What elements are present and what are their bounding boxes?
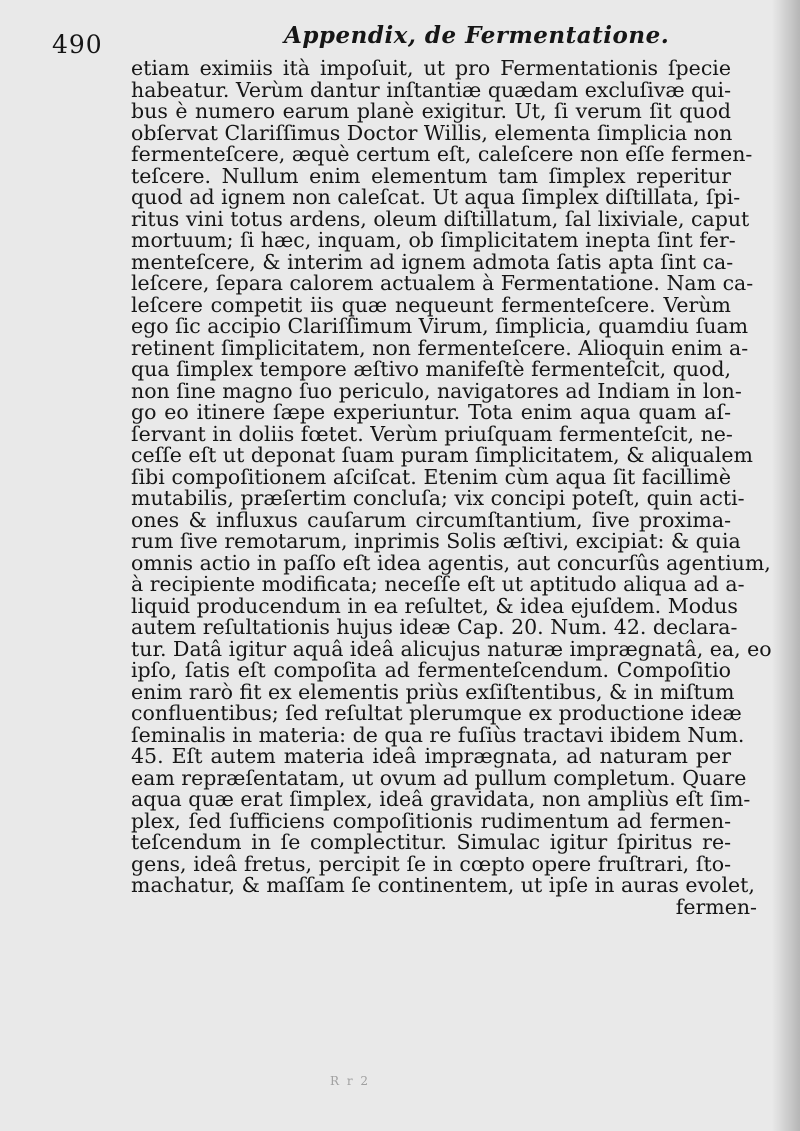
text-line: aqua quæ erat ſimplex, ideâ gravidata, non ampliùs eſt ſim-: [131, 787, 751, 811]
text-line: teſcere. Nullum enim elementum tam ſimplex reperitur: [131, 163, 731, 188]
text-line: ſeminalis in materia: de qua re fuſiùs tractavi ibidem Num.: [131, 722, 745, 747]
text-line: quod ad ignem non caleſcat. Ut aqua ſimplex diſtillata, ſpi-: [131, 185, 741, 209]
text-line: ſervant in doliis fœtet. Verùm priuſquam fermenteſcit, ne-: [131, 421, 733, 446]
text-line: ceſſe eſt ut deponat ſuam puram ſimplicitatem, & aliqualem: [131, 443, 753, 467]
text-line: etiam eximiis ità impoſuit, ut pro Fermentationis ſpecie: [131, 56, 731, 80]
text-line: go eo itinere ſæpe experiuntur. Tota enim aqua quam aſ-: [131, 400, 731, 424]
text-line: ritus vini totus ardens, oleum diſtillatum, ſal lixiviale, caput: [131, 206, 750, 231]
text-line: liquid producendum in ea reſultet, & idea ejuſdem. Modus: [131, 593, 738, 618]
text-line: retinent ſimplicitatem, non fermenteſcere. Alioquin enim a-: [131, 335, 749, 360]
text-line: eam repræſentatam, ut ovum ad pullum completum. Quare: [131, 765, 747, 790]
text-line: leſcere competit iis quæ nequeunt fermenteſcere. Verùm: [131, 292, 731, 317]
catchword: fermen-: [675, 894, 757, 919]
page-number: 490: [52, 30, 103, 59]
text-line: enim rarò fit ex elementis priùs exſiſtentibus, & in miſtum: [131, 679, 735, 704]
text-line: teſcendum in ſe complectitur. Simulac igitur ſpiritus re-: [131, 830, 731, 854]
text-line: habeatur. Verùm dantur inſtantiæ quædam excluſivæ qui-: [131, 77, 731, 102]
text-line: menteſcere, & interim ad ignem admota ſatis apta ſint ca-: [131, 249, 734, 274]
signature-mark: R r 2: [330, 1074, 371, 1088]
text-line: tur. Datâ igitur aquâ ideâ alicujus naturæ imprægnatâ, ea, eo: [131, 636, 772, 661]
text-line: mutabilis, præſertim concluſa; vix concipi poteſt, quin acti-: [131, 486, 745, 510]
text-line: confluentibus; ſed reſultat plerumque ex productione ideæ: [131, 701, 742, 725]
text-line: gens, ideâ fretus, percipit ſe in cœpto opere fruſtrari, ſto-: [131, 851, 731, 876]
text-line: fermenteſcere, æquè certum eſt, caleſcere non eſſe fermen-: [131, 142, 753, 166]
text-line: bus è numero earum planè exigitur. Ut, ſi verum ſit quod: [131, 99, 731, 123]
text-line: à recipiente modificata; neceſſe eſt ut aptitudo aliqua ad a-: [131, 572, 745, 596]
body-text: [131, 56, 772, 919]
text-line: mortuum; ſi hæc, inquam, ob ſimplicitatem inepta ſint fer-: [131, 228, 736, 252]
text-line: non ſine magno ſuo periculo, navigatores ad Indiam in lon-: [131, 378, 742, 403]
text-line: ego ſic accipio Clariſſimum Virum, ſimplicia, quamdiu ſuam: [131, 314, 749, 338]
running-head: Appendix, de Fermentatione.: [284, 22, 670, 49]
text-line: leſcere, ſepara calorem actualem à Fermentatione. Nam ca-: [131, 271, 754, 295]
text-line: rum ſive remotarum, inprimis Solis æſtivi, excipiat: & quia: [131, 529, 741, 553]
text-line: plex, ſed ſufficiens compoſitionis rudimentum ad fermen-: [131, 808, 731, 833]
text-line: machatur, & maſſam ſe continentem, ut ipſe in auras evolet,: [131, 873, 755, 897]
text-line: autem reſultationis hujus ideæ Cap. 20. Num. 42. declara-: [131, 615, 738, 639]
text-line: ones & influxus cauſarum circumſtantium, ſive proxima-: [131, 507, 731, 532]
text-line: omnis actio in paſſo eſt idea agentis, aut concurſûs agentium,: [131, 550, 771, 575]
text-line: ipſo, ſatis eſt compoſita ad fermenteſcendum. Compoſitio: [131, 658, 731, 682]
text-line: obſervat Clariſſimus Doctor Willis, elementa ſimplicia non: [131, 120, 733, 145]
text-line: ſibi compoſitionem aſciſcat. Etenim cùm aqua ſit facillimè: [131, 464, 731, 489]
text-line: qua ſimplex tempore æſtivo manifeſtè fermenteſcit, quod,: [131, 357, 731, 381]
text-line: 45. Eſt autem materia ideâ imprægnata, ad naturam per: [131, 744, 731, 768]
